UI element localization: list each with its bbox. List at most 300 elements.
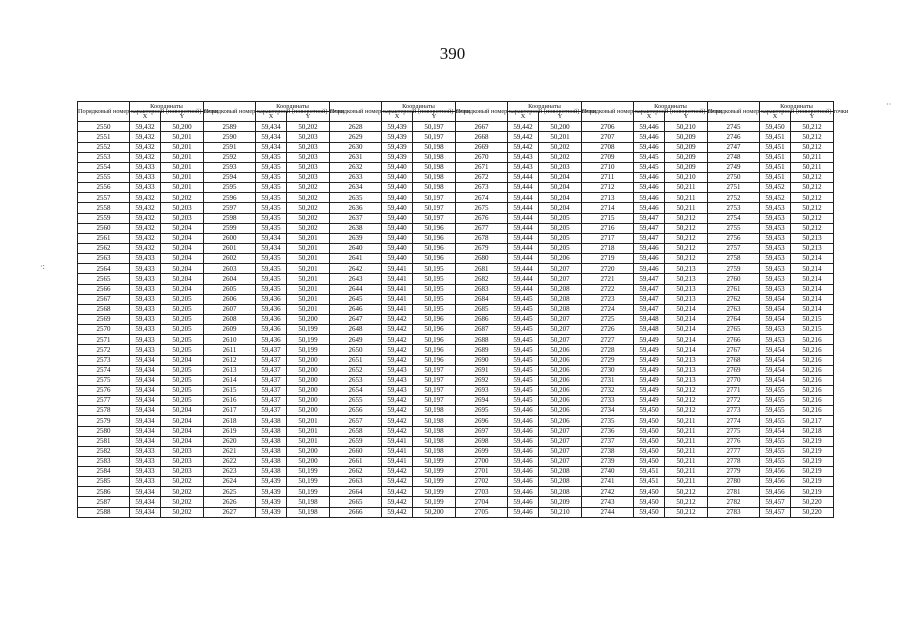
x-coordinate-cell: 59,450 (634, 507, 665, 517)
point-number-cell: 2589 (204, 122, 256, 132)
y-coordinate-cell: 50,205 (161, 314, 204, 324)
point-number-cell: 2603 (204, 264, 256, 274)
y-coordinate-cell: 50,212 (665, 243, 708, 253)
header-point-number: Порядковый номер характерной (поворотной) точки (582, 102, 634, 122)
y-coordinate-cell: 50,202 (161, 193, 204, 203)
x-coordinate-cell: 59,435 (256, 274, 287, 284)
y-coordinate-cell: 50,208 (539, 487, 582, 497)
y-coordinate-cell: 50,201 (287, 304, 330, 314)
x-coordinate-cell: 59,433 (130, 345, 161, 355)
y-coordinate-cell: 50,203 (287, 172, 330, 182)
x-coordinate-cell: 59,451 (760, 162, 791, 172)
point-number-cell: 2612 (204, 355, 256, 365)
x-coordinate-cell: 59,450 (634, 426, 665, 436)
y-coordinate-cell: 50,196 (413, 233, 456, 243)
x-coordinate-cell: 59,449 (634, 385, 665, 395)
x-coordinate-cell: 59,446 (634, 193, 665, 203)
x-coordinate-cell: 59,446 (634, 172, 665, 182)
point-number-cell: 2691 (456, 365, 508, 375)
point-number-cell: 2626 (204, 497, 256, 507)
point-number-cell: 2594 (204, 172, 256, 182)
x-coordinate-cell: 59,449 (634, 345, 665, 355)
x-coordinate-cell: 59,433 (130, 467, 161, 477)
y-coordinate-cell: 50,203 (161, 456, 204, 466)
x-coordinate-cell: 59,453 (760, 274, 791, 284)
point-number-cell: 2709 (582, 152, 634, 162)
table-row (78, 416, 834, 426)
point-number-cell: 2648 (330, 325, 382, 335)
point-number-cell: 2755 (708, 223, 760, 233)
y-coordinate-cell: 50,210 (665, 172, 708, 182)
table-row (78, 325, 834, 335)
point-number-cell: 2668 (456, 132, 508, 142)
x-coordinate-cell: 59,443 (382, 385, 413, 395)
point-number-cell: 2718 (582, 243, 634, 253)
y-coordinate-cell: 50,203 (161, 446, 204, 456)
point-number-cell: 2694 (456, 396, 508, 406)
table-row (78, 467, 834, 477)
y-coordinate-cell: 50,202 (287, 223, 330, 233)
point-number-cell: 2698 (456, 436, 508, 446)
x-coordinate-cell: 59,450 (634, 487, 665, 497)
y-coordinate-cell: 50,206 (539, 345, 582, 355)
header-coordinates: Координаты (508, 102, 582, 112)
header-x: X (382, 112, 413, 122)
table-row (78, 365, 834, 375)
x-coordinate-cell: 59,440 (382, 172, 413, 182)
x-coordinate-cell: 59,440 (382, 233, 413, 243)
x-coordinate-cell: 59,436 (256, 335, 287, 345)
y-coordinate-cell: 50,201 (287, 233, 330, 243)
y-coordinate-cell: 50,202 (161, 477, 204, 487)
y-coordinate-cell: 50,203 (287, 162, 330, 172)
y-coordinate-cell: 50,212 (665, 507, 708, 517)
point-number-cell: 2661 (330, 456, 382, 466)
x-coordinate-cell: 59,436 (256, 294, 287, 304)
y-coordinate-cell: 50,205 (161, 385, 204, 395)
x-coordinate-cell: 59,437 (256, 375, 287, 385)
y-coordinate-cell: 50,207 (539, 335, 582, 345)
point-number-cell: 2701 (456, 467, 508, 477)
point-number-cell: 2614 (204, 375, 256, 385)
header-y: Y (665, 112, 708, 122)
x-coordinate-cell: 59,434 (130, 497, 161, 507)
y-coordinate-cell: 50,211 (665, 467, 708, 477)
point-number-cell: 2598 (204, 213, 256, 223)
point-number-cell: 2707 (582, 132, 634, 142)
header-x: X (256, 112, 287, 122)
x-coordinate-cell: 59,437 (256, 355, 287, 365)
point-number-cell: 2610 (204, 335, 256, 345)
y-coordinate-cell: 50,209 (539, 497, 582, 507)
x-coordinate-cell: 59,446 (508, 497, 539, 507)
point-number-cell: 2627 (204, 507, 256, 517)
y-coordinate-cell: 50,211 (665, 446, 708, 456)
y-coordinate-cell: 50,210 (665, 122, 708, 132)
point-number-cell: 2743 (582, 497, 634, 507)
point-number-cell: 2688 (456, 335, 508, 345)
point-number-cell: 2659 (330, 436, 382, 446)
x-coordinate-cell: 59,451 (634, 477, 665, 487)
x-coordinate-cell: 59,446 (508, 487, 539, 497)
header-point-number: Порядковый номер характерной (поворотной) точки (204, 102, 256, 122)
x-coordinate-cell: 59,436 (256, 314, 287, 324)
point-number-cell: 2722 (582, 284, 634, 294)
point-number-cell: 2651 (330, 355, 382, 365)
point-number-cell: 2675 (456, 203, 508, 213)
point-number-cell: 2673 (456, 183, 508, 193)
y-coordinate-cell: 50,213 (665, 264, 708, 274)
y-coordinate-cell: 50,211 (665, 426, 708, 436)
y-coordinate-cell: 50,204 (539, 172, 582, 182)
x-coordinate-cell: 59,442 (382, 497, 413, 507)
y-coordinate-cell: 50,198 (413, 152, 456, 162)
y-coordinate-cell: 50,207 (539, 325, 582, 335)
y-coordinate-cell: 50,198 (413, 406, 456, 416)
table-row (78, 264, 834, 274)
y-coordinate-cell: 50,212 (791, 193, 834, 203)
y-coordinate-cell: 50,197 (413, 365, 456, 375)
point-number-cell: 2619 (204, 426, 256, 436)
x-coordinate-cell: 59,446 (634, 132, 665, 142)
y-coordinate-cell: 50,207 (539, 436, 582, 446)
x-coordinate-cell: 59,435 (256, 193, 287, 203)
x-coordinate-cell: 59,443 (382, 375, 413, 385)
table-row (78, 142, 834, 152)
x-coordinate-cell: 59,453 (760, 284, 791, 294)
y-coordinate-cell: 50,216 (791, 355, 834, 365)
x-coordinate-cell: 59,441 (382, 294, 413, 304)
point-number-cell: 2670 (456, 152, 508, 162)
y-coordinate-cell: 50,202 (287, 193, 330, 203)
table-row (78, 304, 834, 314)
x-coordinate-cell: 59,434 (256, 243, 287, 253)
y-coordinate-cell: 50,213 (791, 233, 834, 243)
point-number-cell: 2560 (78, 223, 130, 233)
y-coordinate-cell: 50,205 (539, 243, 582, 253)
y-coordinate-cell: 50,216 (791, 406, 834, 416)
x-coordinate-cell: 59,433 (130, 264, 161, 274)
x-coordinate-cell: 59,447 (634, 223, 665, 233)
y-coordinate-cell: 50,204 (161, 426, 204, 436)
x-coordinate-cell: 59,444 (508, 243, 539, 253)
y-coordinate-cell: 50,201 (161, 152, 204, 162)
point-number-cell: 2732 (582, 385, 634, 395)
point-number-cell: 2696 (456, 416, 508, 426)
y-coordinate-cell: 50,201 (287, 284, 330, 294)
y-coordinate-cell: 50,204 (161, 223, 204, 233)
x-coordinate-cell: 59,450 (634, 406, 665, 416)
header-point-number: Порядковый номер характерной (поворотной) точки (456, 102, 508, 122)
point-number-cell: 2554 (78, 162, 130, 172)
x-coordinate-cell: 59,448 (634, 325, 665, 335)
x-coordinate-cell: 59,456 (760, 487, 791, 497)
y-coordinate-cell: 50,196 (413, 355, 456, 365)
point-number-cell: 2605 (204, 284, 256, 294)
y-coordinate-cell: 50,199 (413, 477, 456, 487)
y-coordinate-cell: 50,204 (161, 264, 204, 274)
x-coordinate-cell: 59,432 (130, 243, 161, 253)
x-coordinate-cell: 59,441 (382, 284, 413, 294)
point-number-cell: 2695 (456, 406, 508, 416)
point-number-cell: 2558 (78, 203, 130, 213)
point-number-cell: 2748 (708, 152, 760, 162)
y-coordinate-cell: 50,197 (413, 396, 456, 406)
x-coordinate-cell: 59,433 (130, 314, 161, 324)
x-coordinate-cell: 59,450 (634, 436, 665, 446)
point-number-cell: 2579 (78, 416, 130, 426)
point-number-cell: 2737 (582, 436, 634, 446)
x-coordinate-cell: 59,446 (508, 426, 539, 436)
point-number-cell: 2738 (582, 446, 634, 456)
x-coordinate-cell: 59,440 (382, 183, 413, 193)
x-coordinate-cell: 59,433 (130, 456, 161, 466)
table-row (78, 274, 834, 284)
point-number-cell: 2681 (456, 264, 508, 274)
y-coordinate-cell: 50,201 (287, 254, 330, 264)
table-row (78, 213, 834, 223)
x-coordinate-cell: 59,435 (256, 172, 287, 182)
y-coordinate-cell: 50,214 (665, 335, 708, 345)
y-coordinate-cell: 50,196 (413, 325, 456, 335)
point-number-cell: 2714 (582, 203, 634, 213)
point-number-cell: 2740 (582, 467, 634, 477)
x-coordinate-cell: 59,455 (760, 406, 791, 416)
y-coordinate-cell: 50,214 (791, 284, 834, 294)
x-coordinate-cell: 59,449 (634, 396, 665, 406)
y-coordinate-cell: 50,205 (539, 213, 582, 223)
x-coordinate-cell: 59,441 (382, 304, 413, 314)
y-coordinate-cell: 50,197 (413, 213, 456, 223)
x-coordinate-cell: 59,453 (760, 325, 791, 335)
point-number-cell: 2672 (456, 172, 508, 182)
point-number-cell: 2758 (708, 254, 760, 264)
x-coordinate-cell: 59,435 (256, 162, 287, 172)
y-coordinate-cell: 50,212 (791, 132, 834, 142)
point-number-cell: 2684 (456, 294, 508, 304)
y-coordinate-cell: 50,200 (287, 375, 330, 385)
y-coordinate-cell: 50,206 (539, 396, 582, 406)
y-coordinate-cell: 50,200 (287, 396, 330, 406)
y-coordinate-cell: 50,219 (791, 436, 834, 446)
x-coordinate-cell: 59,441 (382, 446, 413, 456)
point-number-cell: 2728 (582, 345, 634, 355)
y-coordinate-cell: 50,219 (791, 456, 834, 466)
point-number-cell: 2736 (582, 426, 634, 436)
x-coordinate-cell: 59,442 (382, 416, 413, 426)
x-coordinate-cell: 59,434 (130, 487, 161, 497)
x-coordinate-cell: 59,450 (760, 122, 791, 132)
x-coordinate-cell: 59,432 (130, 132, 161, 142)
y-coordinate-cell: 50,206 (539, 375, 582, 385)
y-coordinate-cell: 50,198 (413, 172, 456, 182)
y-coordinate-cell: 50,206 (539, 416, 582, 426)
y-coordinate-cell: 50,205 (161, 345, 204, 355)
header-point-number: Порядковый номер характерной (поворотной) точки (78, 102, 130, 122)
x-coordinate-cell: 59,446 (634, 122, 665, 132)
point-number-cell: 2562 (78, 243, 130, 253)
y-coordinate-cell: 50,202 (161, 507, 204, 517)
x-coordinate-cell: 59,440 (382, 243, 413, 253)
point-number-cell: 2618 (204, 416, 256, 426)
x-coordinate-cell: 59,433 (130, 172, 161, 182)
header-y: Y (413, 112, 456, 122)
x-coordinate-cell: 59,437 (256, 396, 287, 406)
x-coordinate-cell: 59,435 (256, 183, 287, 193)
x-coordinate-cell: 59,441 (382, 436, 413, 446)
point-number-cell: 2635 (330, 193, 382, 203)
x-coordinate-cell: 59,440 (382, 223, 413, 233)
point-number-cell: 2756 (708, 233, 760, 243)
x-coordinate-cell: 59,445 (508, 355, 539, 365)
y-coordinate-cell: 50,203 (161, 213, 204, 223)
y-coordinate-cell: 50,201 (287, 436, 330, 446)
point-number-cell: 2616 (204, 396, 256, 406)
table-row (78, 203, 834, 213)
x-coordinate-cell: 59,437 (256, 365, 287, 375)
point-number-cell: 2692 (456, 375, 508, 385)
y-coordinate-cell: 50,201 (161, 132, 204, 142)
point-number-cell: 2573 (78, 355, 130, 365)
point-number-cell: 2716 (582, 223, 634, 233)
x-coordinate-cell: 59,455 (760, 416, 791, 426)
y-coordinate-cell: 50,216 (791, 365, 834, 375)
y-coordinate-cell: 50,211 (665, 203, 708, 213)
x-coordinate-cell: 59,444 (508, 223, 539, 233)
point-number-cell: 2690 (456, 355, 508, 365)
point-number-cell: 2676 (456, 213, 508, 223)
point-number-cell: 2710 (582, 162, 634, 172)
point-number-cell: 2771 (708, 385, 760, 395)
x-coordinate-cell: 59,455 (760, 385, 791, 395)
x-coordinate-cell: 59,453 (760, 243, 791, 253)
x-coordinate-cell: 59,438 (256, 426, 287, 436)
table-row (78, 294, 834, 304)
y-coordinate-cell: 50,207 (539, 264, 582, 274)
table-row (78, 223, 834, 233)
y-coordinate-cell: 50,203 (287, 142, 330, 152)
y-coordinate-cell: 50,207 (539, 314, 582, 324)
y-coordinate-cell: 50,213 (665, 365, 708, 375)
point-number-cell: 2591 (204, 142, 256, 152)
point-number-cell: 2703 (456, 487, 508, 497)
table-row (78, 497, 834, 507)
x-coordinate-cell: 59,445 (508, 304, 539, 314)
table-row (78, 355, 834, 365)
point-number-cell: 2702 (456, 477, 508, 487)
point-number-cell: 2721 (582, 274, 634, 284)
y-coordinate-cell: 50,196 (413, 314, 456, 324)
point-number-cell: 2780 (708, 477, 760, 487)
coordinates-table (77, 101, 849, 518)
x-coordinate-cell: 59,435 (256, 223, 287, 233)
y-coordinate-cell: 50,204 (539, 183, 582, 193)
point-number-cell: 2646 (330, 304, 382, 314)
y-coordinate-cell: 50,204 (539, 203, 582, 213)
x-coordinate-cell: 59,434 (256, 233, 287, 243)
y-coordinate-cell: 50,211 (665, 477, 708, 487)
y-coordinate-cell: 50,213 (665, 274, 708, 284)
x-coordinate-cell: 59,453 (760, 203, 791, 213)
x-coordinate-cell: 59,442 (382, 325, 413, 335)
point-number-cell: 2711 (582, 172, 634, 182)
x-coordinate-cell: 59,441 (382, 456, 413, 466)
x-coordinate-cell: 59,453 (760, 213, 791, 223)
table-row (78, 183, 834, 193)
table-row (78, 396, 834, 406)
point-number-cell: 2773 (708, 406, 760, 416)
x-coordinate-cell: 59,446 (634, 264, 665, 274)
x-coordinate-cell: 59,437 (256, 406, 287, 416)
x-coordinate-cell: 59,446 (508, 467, 539, 477)
x-coordinate-cell: 59,445 (508, 375, 539, 385)
y-coordinate-cell: 50,212 (791, 142, 834, 152)
point-number-cell: 2687 (456, 325, 508, 335)
x-coordinate-cell: 59,446 (508, 477, 539, 487)
point-number-cell: 2769 (708, 365, 760, 375)
point-number-cell: 2629 (330, 132, 382, 142)
x-coordinate-cell: 59,455 (760, 396, 791, 406)
point-number-cell: 2669 (456, 142, 508, 152)
header-coordinates: Координаты (634, 102, 708, 112)
x-coordinate-cell: 59,449 (634, 365, 665, 375)
x-coordinate-cell: 59,438 (256, 436, 287, 446)
x-coordinate-cell: 59,443 (508, 162, 539, 172)
x-coordinate-cell: 59,444 (508, 254, 539, 264)
point-number-cell: 2705 (456, 507, 508, 517)
x-coordinate-cell: 59,446 (508, 446, 539, 456)
y-coordinate-cell: 50,196 (413, 335, 456, 345)
point-number-cell: 2708 (582, 142, 634, 152)
x-coordinate-cell: 59,450 (634, 497, 665, 507)
y-coordinate-cell: 50,195 (413, 294, 456, 304)
point-number-cell: 2639 (330, 233, 382, 243)
x-coordinate-cell: 59,445 (634, 152, 665, 162)
x-coordinate-cell: 59,433 (130, 294, 161, 304)
table-row (78, 314, 834, 324)
header-coordinates: Координаты (382, 102, 456, 112)
point-number-cell: 2633 (330, 172, 382, 182)
y-coordinate-cell: 50,201 (161, 172, 204, 182)
point-number-cell: 2735 (582, 416, 634, 426)
y-coordinate-cell: 50,214 (665, 345, 708, 355)
point-number-cell: 2581 (78, 436, 130, 446)
point-number-cell: 2677 (456, 223, 508, 233)
point-number-cell: 2590 (204, 132, 256, 142)
table-row (78, 284, 834, 294)
point-number-cell: 2611 (204, 345, 256, 355)
x-coordinate-cell: 59,445 (508, 365, 539, 375)
point-number-cell: 2571 (78, 335, 130, 345)
x-coordinate-cell: 59,437 (256, 345, 287, 355)
y-coordinate-cell: 50,217 (791, 416, 834, 426)
point-number-cell: 2779 (708, 467, 760, 477)
x-coordinate-cell: 59,454 (760, 345, 791, 355)
table-row (78, 436, 834, 446)
y-coordinate-cell: 50,195 (413, 274, 456, 284)
point-number-cell: 2621 (204, 446, 256, 456)
y-coordinate-cell: 50,205 (161, 294, 204, 304)
y-coordinate-cell: 50,209 (665, 152, 708, 162)
header-x: X (130, 112, 161, 122)
x-coordinate-cell: 59,445 (508, 314, 539, 324)
x-coordinate-cell: 59,447 (634, 294, 665, 304)
x-coordinate-cell: 59,452 (760, 193, 791, 203)
y-coordinate-cell: 50,201 (287, 294, 330, 304)
point-number-cell: 2753 (708, 203, 760, 213)
table-row (78, 152, 834, 162)
y-coordinate-cell: 50,211 (791, 162, 834, 172)
